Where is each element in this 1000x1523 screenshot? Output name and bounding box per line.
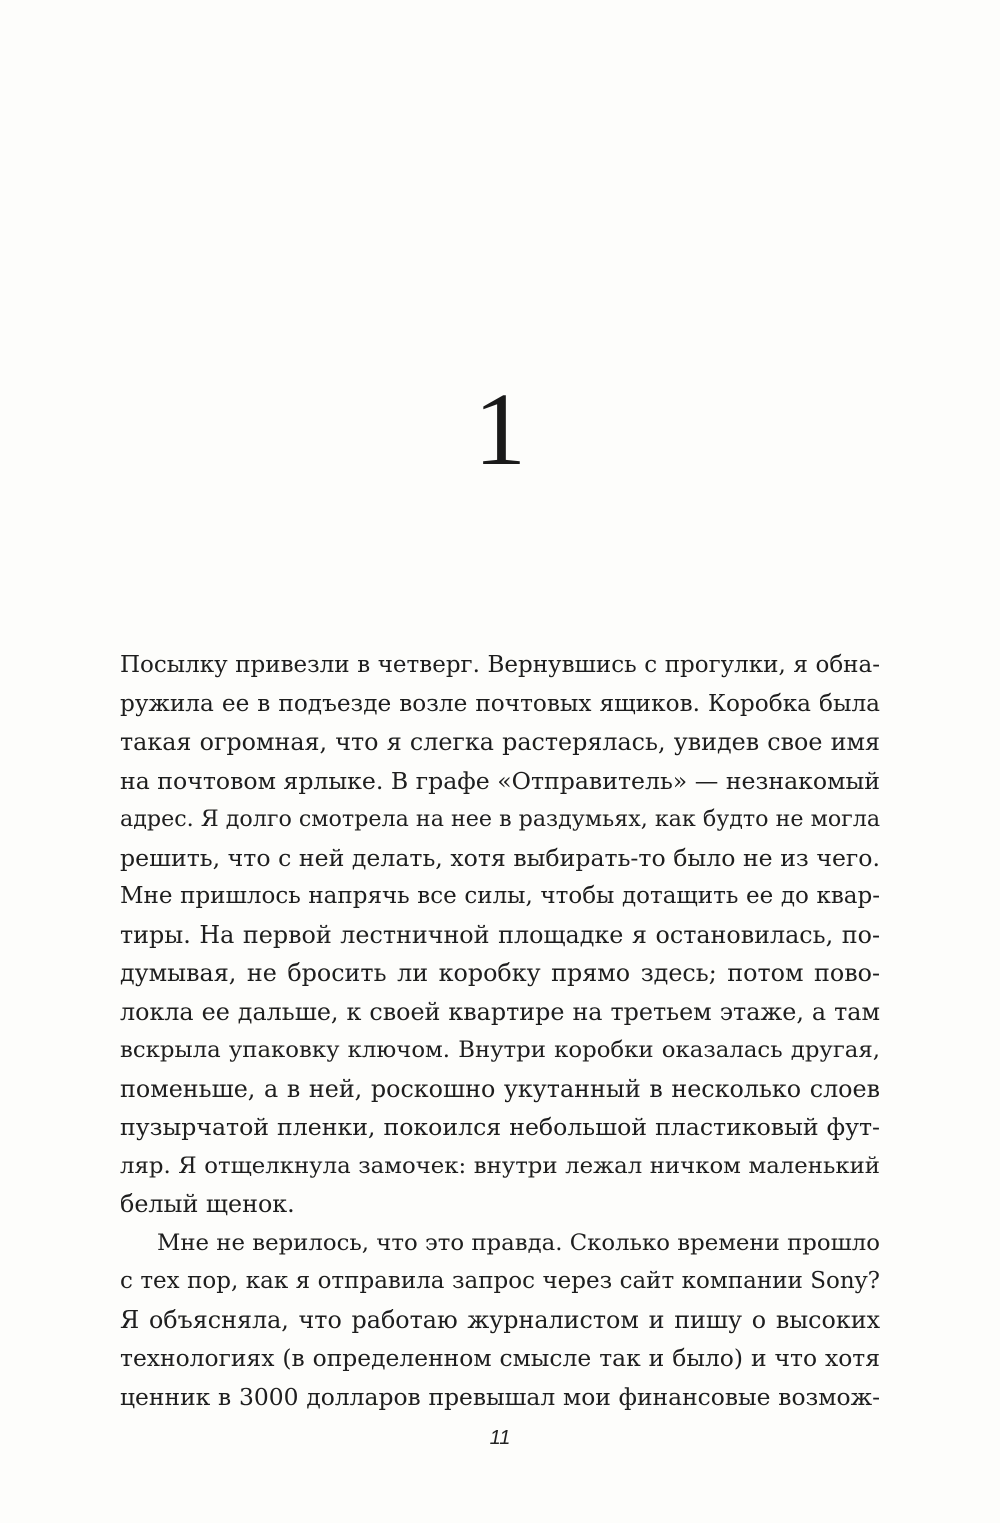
text-line: на почтовом ярлыке. В графе «Отправитель» — незнакомый xyxy=(120,766,880,795)
text-line: Посылку привезли в четверг. Вернувшись с прогулки, я обна- xyxy=(120,652,880,678)
text-line: Мне не верилось, что это правда. Сколько времени прошло xyxy=(157,1229,880,1256)
text-line: такая огромная, что я слегка растерялась, увидев свое имя xyxy=(120,728,880,756)
text-line: думывая, не бросить ли коробку прямо здесь; потом пово- xyxy=(120,959,880,987)
paragraph-2 xyxy=(120,1224,880,1417)
text-line: ружила ее в подъезде возле почтовых ящиков. Коробка была xyxy=(120,689,880,717)
page-number: 11 xyxy=(489,1427,511,1449)
text-line: локла ее дальше, к своей квартире на третьем этаже, а там xyxy=(120,997,880,1026)
chapter-number: 1 xyxy=(474,372,526,487)
text-line: технологиях (в определенном смысле так и было) и что хотя xyxy=(120,1344,880,1372)
text-line: Мне пришлось напрячь все силы, чтобы дотащить ее до квар- xyxy=(120,883,880,909)
text-line: поменьше, а в ней, роскошно укутанный в несколько слоев xyxy=(120,1074,880,1103)
text-line: с тех пор, как я отправила запрос через сайт компании Sony? xyxy=(120,1268,880,1294)
text-line: ценник в 3000 долларов превышал мои финансовые возмож- xyxy=(120,1382,880,1411)
text-line: адрес. Я долго смотрела на нее в раздумьях, как будто не могла xyxy=(120,806,880,832)
text-line: ляр. Я отщелкнула замочек: внутри лежал ничком маленький xyxy=(120,1152,880,1179)
body-text xyxy=(120,646,880,1416)
paragraph-1 xyxy=(120,646,880,1224)
text-line: пузырчатой пленки, покоился небольшой пластиковый фут- xyxy=(120,1113,880,1141)
text-line: белый щенок. xyxy=(120,1190,295,1218)
text-line: решить, что с ней делать, хотя выбирать-то было не из чего. xyxy=(120,843,880,872)
text-line: тиры. На первой лестничной площадке я остановилась, по- xyxy=(120,920,880,949)
text-line: Я объясняла, что работаю журналистом и пишу о высоких xyxy=(120,1305,880,1334)
text-line: вскрыла упаковку ключом. Внутри коробки оказалась другая, xyxy=(120,1037,880,1063)
